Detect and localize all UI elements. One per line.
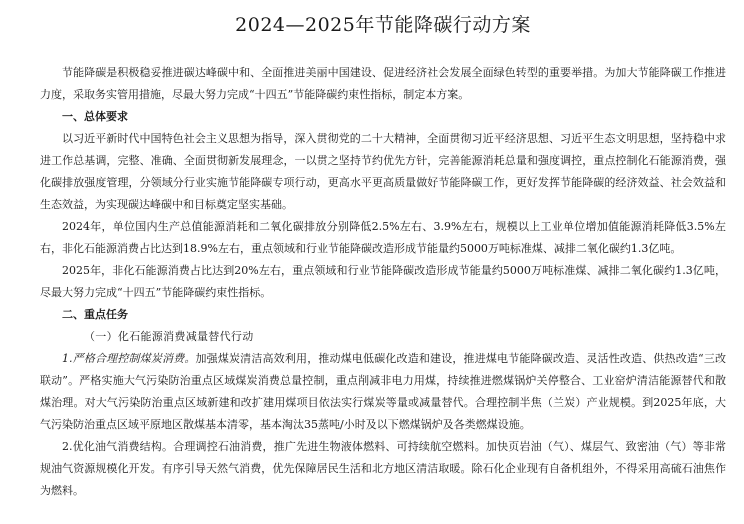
- subsection-heading-fossil-energy: （一）化石能源消费减量替代行动: [84, 330, 254, 343]
- coal-consumption-paragraph: [40, 348, 726, 436]
- section-heading-general-requirements: 一、总体要求: [62, 110, 128, 123]
- coal-consumption-text: 加强煤炭清洁高效利用，推动煤电低碳化改造和建设，推进煤电节能降碳改造、灵活性改造、供热改造“三改联动”。严格实施大气污染防治重点区域煤炭消费总量控制，重点削减非电力用煤，持续推进燃煤锅炉关停整合、工业窑炉清洁能源替代和散煤治理。对大气污染防治重点区域新建和改扩建用煤项目依法实行煤炭等量或减量替代。合理控制半焦（兰炭）产业规模。到2025年底，大气污染防治重点区域平原地区散煤基本清零，基本淘汰35蒸吨/小时及以下燃煤锅炉及各类燃煤设施。: [40, 352, 727, 431]
- targets-2024-paragraph: 2024年，单位国内生产总值能源消耗和二氧化碳排放分别降低2.5%左右、3.9%左右，规模以上工业单位增加值能源消耗降低3.5%左右，非化石能源消费占比达到18.9%左右，重点领域和行业节能降碳改造形成节能量约5000万吨标准煤、减排二氧化碳约1.3亿吨。: [40, 220, 726, 255]
- oil-gas-paragraph: [40, 436, 726, 502]
- oil-gas-text: 合理调控石油消费，推广先进生物液体燃料、可持续航空燃料。加快页岩油（气）、煤层气、致密油（气）等非常规油气资源规模化开发。有序引导天然气消费，优先保障居民生活和北方地区清洁取暖。除石化企业现有自备机组外，不得采用高硫石油焦作为燃料。: [40, 440, 727, 497]
- section-heading-key-tasks: 二、重点任务: [62, 308, 128, 321]
- guiding-ideology-paragraph: 以习近平新时代中国特色社会主义思想为指导，深入贯彻党的二十大精神，全面贯彻习近平经济思想、习近平生态文明思想，坚持稳中求进工作总基调，完整、准确、全面贯彻新发展理念，一以贯之坚持节约优先方针，完善能源消耗总量和强度调控，重点控制化石能源消费，强化碳排放强度管理，分领域分行业实施节能降碳专项行动，更高水平更高质量做好节能降碳工作，更好发挥节能降碳的经济效益、社会效益和生态效益，为实现碳达峰碳中和目标奠定坚实基础。: [40, 132, 726, 211]
- oil-gas-lead: 2.优化油气消费结构。: [62, 440, 174, 453]
- document-title: 2024—2025年节能降碳行动方案: [235, 14, 531, 36]
- coal-consumption-lead: 1.严格合理控制煤炭消费。: [62, 352, 196, 365]
- intro-paragraph: 节能降碳是积极稳妥推进碳达峰碳中和、全面推进美丽中国建设、促进经济社会发展全面绿色转型的重要举措。为加大节能降碳工作推进力度，采取务实管用措施，尽最大努力完成“十四五”节能降碳约束性指标，制定本方案。: [40, 66, 726, 101]
- targets-2025-paragraph: 2025年，非化石能源消费占比达到20%左右，重点领域和行业节能降碳改造形成节能量约5000万吨标准煤、减排二氧化碳约1.3亿吨，尽最大努力完成“十四五”节能降碳约束性指标。: [40, 264, 726, 299]
- document-body: [40, 62, 726, 502]
